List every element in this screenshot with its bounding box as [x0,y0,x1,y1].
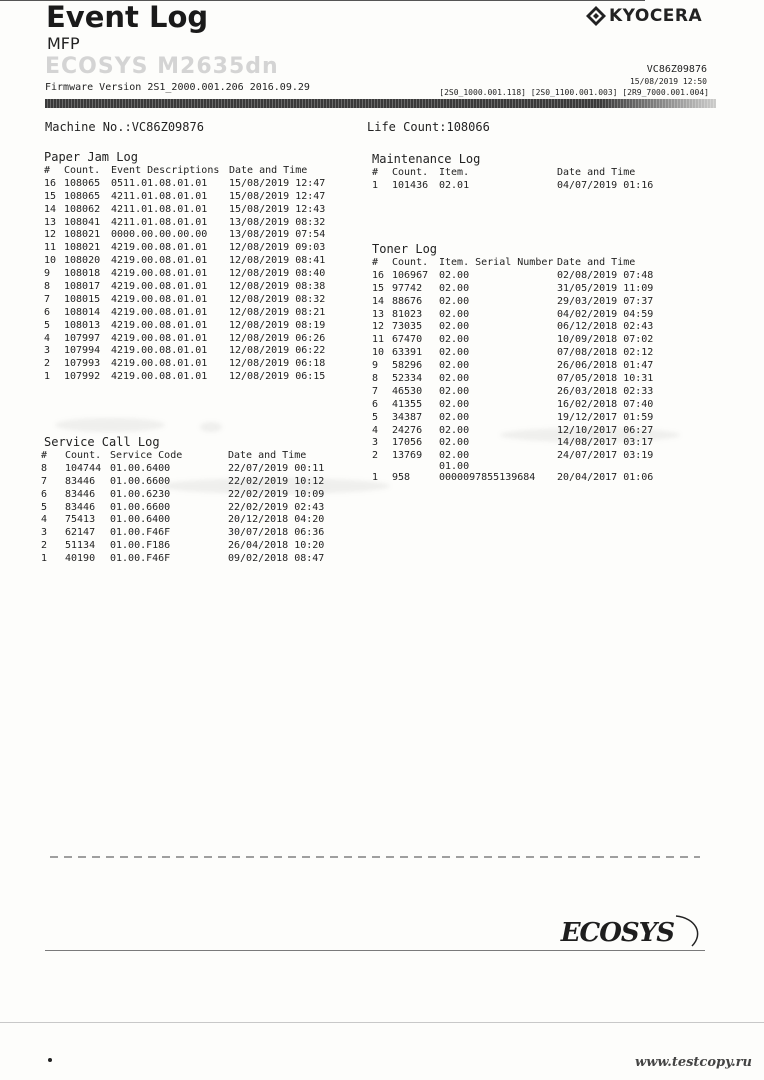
table-cell: 22/02/2019 02:43 [228,501,325,513]
table-cell: 67470 [392,334,423,346]
table-cell: 22/07/2019 00:11 [228,462,325,474]
kyocera-logo [586,6,702,26]
col-date: Date and Time [228,450,307,461]
table-cell: 6 [44,306,51,318]
table-cell: 10 [44,255,57,267]
table-cell: 02.01 [439,179,470,191]
table-cell: 01.00.6230 [110,488,171,500]
table-cell: 12/10/2017 06:27 [557,424,654,436]
table-cell: 4 [44,332,51,344]
table-cell: 5 [372,411,379,423]
table-cell: 26/04/2018 10:20 [228,540,325,552]
table-row [372,358,662,371]
header-bar-fade [600,99,716,108]
kyocera-mark-icon [586,6,606,26]
table-row [372,461,662,483]
table-row [372,423,662,436]
table-cell: 108065 [64,190,101,202]
col-count: Count. [64,165,101,176]
table-row [372,397,662,410]
col-count: Count. [392,257,429,268]
table-cell: 4219.00.08.01.01 [111,306,208,318]
table-row [372,448,662,461]
table-cell: 107997 [64,332,101,344]
table-cell: 83446 [65,501,96,513]
table-cell: 107993 [64,358,101,370]
table-cell: 108014 [64,306,101,318]
table-row [44,228,334,241]
module-versions: [2S0_1000.001.118] [2S0_1100.001.003] [2R9_7000.001.004] [439,88,709,97]
table-cell: 81023 [392,308,423,320]
table-cell: 12/08/2019 06:22 [229,345,326,357]
table-cell: 2 [372,450,379,462]
table-cell: 12/08/2019 08:38 [229,281,326,293]
table-cell: 107994 [64,345,101,357]
table-cell: 19/12/2017 01:59 [557,411,654,423]
table-cell: 4219.00.08.01.01 [111,371,208,383]
table-cell: 12 [372,321,385,333]
table-row [44,176,334,189]
table-row [44,292,334,305]
table-cell: 3 [372,437,379,449]
brand-name: KYOCERA [609,6,703,26]
table-row [41,461,333,474]
table-cell: 7 [44,293,51,305]
col-index: # [372,167,379,178]
table-cell: 108017 [64,281,101,293]
table-cell: 108020 [64,255,101,267]
table-cell: 97742 [392,282,423,294]
table-cell: 12/08/2019 06:26 [229,332,326,344]
watermark: www.testcopy.ru [635,1055,752,1070]
table-cell: 7 [372,385,379,397]
table-cell: 02.00 [439,373,470,385]
table-cell: 108065 [64,177,101,189]
col-service-code: Service Code [110,450,183,461]
table-cell: 7 [41,475,48,487]
firmware-version: Firmware Version 2S1_2000.001.206 2016.09.29 [45,82,310,93]
maintenance-log-title: Maintenance Log [372,152,481,166]
table-cell: 4219.00.08.01.01 [111,293,208,305]
col-index: # [41,450,48,461]
table-cell: 5 [44,319,51,331]
table-cell: 1 [372,472,379,484]
table-cell: 12/08/2019 08:40 [229,268,326,280]
table-cell: 107992 [64,371,101,383]
table-cell: 58296 [392,360,423,372]
table-cell: 4211.01.08.01.01 [111,216,208,228]
col-date: Date and Time [557,167,636,178]
ecosys-logo-text: ECOSYS [560,918,674,948]
table-cell: 83446 [65,475,96,487]
table-row [44,266,334,279]
table-cell: 11 [372,334,385,346]
table-row [41,538,333,551]
table-cell: 13/08/2019 07:54 [229,229,326,241]
table-cell: 958 [392,472,411,484]
model-name: ECOSYS M2635dn [45,54,279,79]
table-cell: 3 [41,527,48,539]
table-cell: 01.00.6400 [110,462,171,474]
table-row [41,513,333,526]
table-cell: 108015 [64,293,101,305]
table-cell: 4211.01.08.01.01 [111,203,208,215]
table-cell: 15 [44,190,57,202]
table-cell: 01.00.F186 [110,540,171,552]
service-call-log-title: Service Call Log [44,435,160,449]
page-subtitle: MFP [47,34,80,53]
table-cell: 9 [372,360,379,372]
table-cell: 10/09/2018 07:02 [557,334,654,346]
table-cell: 12 [44,229,57,241]
table-row [41,487,333,500]
table-header-row [44,165,334,176]
table-row [372,332,662,345]
service-call-table [41,450,333,564]
table-cell: 14/08/2017 03:17 [557,437,654,449]
table-row [372,384,662,397]
table-row [41,474,333,487]
table-row [44,240,334,253]
table-cell: 4211.01.08.01.01 [111,190,208,202]
serial-number: VC86Z09876 [646,64,707,75]
table-row [44,356,334,369]
table-cell: 14 [44,203,57,215]
table-cell: 20/04/2017 01:06 [557,472,654,484]
table-cell: 6 [372,398,379,410]
print-timestamp: 15/08/2019 12:50 [629,77,707,86]
table-cell: 75413 [65,514,96,526]
table-cell: 4 [372,424,379,436]
table-cell: 12/08/2019 09:03 [229,242,326,254]
table-cell: 12/08/2019 08:32 [229,293,326,305]
life-count: Life Count:108066 [367,120,490,134]
table-cell: 4219.00.08.01.01 [111,345,208,357]
table-row [372,320,662,333]
table-cell: 46530 [392,385,423,397]
table-cell: 12/08/2019 08:41 [229,255,326,267]
table-cell: 02.00 [439,398,470,410]
ecosys-logo [561,912,704,948]
table-cell: 02/08/2019 07:48 [557,269,654,281]
table-cell: 15/08/2019 12:47 [229,177,326,189]
table-cell: 40190 [65,553,96,565]
table-cell: 8 [44,281,51,293]
table-cell: 2 [41,540,48,552]
table-row [41,500,333,513]
table-cell: 14 [372,295,385,307]
table-row [372,268,662,281]
table-cell: 108041 [64,216,101,228]
table-cell: 12/08/2019 06:15 [229,371,326,383]
table-cell: 16/02/2018 07:40 [557,398,654,410]
table-cell: 01.00 0000097855139684 [439,461,536,484]
col-date: Date and Time [557,257,636,268]
table-cell: 1 [44,371,51,383]
table-row [44,253,334,266]
table-row [372,436,662,449]
table-cell: 106967 [392,269,429,281]
table-header-row [372,257,662,268]
table-cell: 4219.00.08.01.01 [111,242,208,254]
col-count: Count. [392,167,429,178]
table-row [372,178,662,191]
table-cell: 26/06/2018 01:47 [557,360,654,372]
table-cell: 15 [372,282,385,294]
table-cell: 20/12/2018 04:20 [228,514,325,526]
toner-table [372,257,662,483]
table-row [372,294,662,307]
table-cell: 13 [372,308,385,320]
table-row [44,189,334,202]
table-row [41,551,333,564]
table-cell: 02.00 [439,437,470,449]
table-cell: 108062 [64,203,101,215]
table-cell: 1 [41,553,48,565]
table-cell: 4219.00.08.01.01 [111,332,208,344]
table-cell: 26/03/2018 02:33 [557,385,654,397]
table-cell: 13 [44,216,57,228]
table-cell: 02.00 [439,308,470,320]
table-cell: 15/08/2019 12:47 [229,190,326,202]
table-cell: 4 [41,514,48,526]
table-cell: 02.00 [439,321,470,333]
table-row [44,344,334,357]
table-cell: 108021 [64,229,101,241]
table-row [44,305,334,318]
table-cell: 63391 [392,347,423,359]
table-cell: 12/08/2019 08:19 [229,319,326,331]
table-cell: 07/05/2018 10:31 [557,373,654,385]
table-cell: 01.00.6600 [110,475,171,487]
table-cell: 4219.00.08.01.01 [111,255,208,267]
maintenance-table [372,167,662,191]
table-cell: 11 [44,242,57,254]
table-cell: 02.00 [439,269,470,281]
table-cell: 8 [372,373,379,385]
col-date: Date and Time [229,165,308,176]
table-cell: 02.00 [439,411,470,423]
table-row [44,202,334,215]
table-row [44,331,334,344]
table-cell: 104744 [65,462,102,474]
table-cell: 83446 [65,488,96,500]
table-row [372,371,662,384]
table-cell: 101436 [392,179,429,191]
table-cell: 4219.00.08.01.01 [111,281,208,293]
col-event: Event Descriptions [111,165,220,176]
table-cell: 04/07/2019 01:16 [557,179,654,191]
table-cell: 02.00 [439,424,470,436]
table-cell: 108013 [64,319,101,331]
ecosys-swoosh-icon [674,912,704,948]
table-cell: 6 [41,488,48,500]
table-cell: 01.00.F46F [110,553,171,565]
table-cell: 02.00 [439,347,470,359]
table-cell: 01.00.6400 [110,514,171,526]
table-cell: 10 [372,347,385,359]
table-cell: 02.00 [439,360,470,372]
col-index: # [44,165,51,176]
table-cell: 0000.00.00.00.00 [111,229,208,241]
table-cell: 30/07/2018 06:36 [228,527,325,539]
table-cell: 31/05/2019 11:09 [557,282,654,294]
table-cell: 24/07/2017 03:19 [557,450,654,462]
table-header-row [41,450,333,461]
table-cell: 12/08/2019 08:21 [229,306,326,318]
table-cell: 01.00.6600 [110,501,171,513]
table-row [372,410,662,423]
table-row [44,215,334,228]
table-cell: 02.00 [439,385,470,397]
table-row [44,279,334,292]
table-cell: 1 [372,179,379,191]
table-cell: 2 [44,358,51,370]
table-cell: 0511.01.08.01.01 [111,177,208,189]
table-cell: 52334 [392,373,423,385]
table-cell: 108021 [64,242,101,254]
table-cell: 07/08/2018 02:12 [557,347,654,359]
table-cell: 13769 [392,450,423,462]
table-cell: 51134 [65,540,96,552]
table-cell: 04/02/2019 04:59 [557,308,654,320]
table-cell: 108018 [64,268,101,280]
table-cell: 22/02/2019 10:12 [228,475,325,487]
table-row [372,281,662,294]
table-cell: 15/08/2019 12:43 [229,203,326,215]
table-row [44,369,334,382]
table-cell: 8 [41,462,48,474]
table-cell: 5 [41,501,48,513]
table-cell: 06/12/2018 02:43 [557,321,654,333]
col-item-serial: Item. Serial Number [439,257,554,268]
col-count: Count. [65,450,102,461]
table-row [41,525,333,538]
table-cell: 16 [372,269,385,281]
table-cell: 73035 [392,321,423,333]
table-cell: 02.00 [439,282,470,294]
page-title: Event Log [46,0,209,34]
table-cell: 02.00 [439,450,470,462]
table-header-row [372,167,662,178]
table-cell: 12/08/2019 06:18 [229,358,326,370]
table-cell: 29/03/2019 07:37 [557,295,654,307]
table-cell: 4219.00.08.01.01 [111,358,208,370]
table-cell: 17056 [392,437,423,449]
table-cell: 34387 [392,411,423,423]
table-cell: 13/08/2019 08:32 [229,216,326,228]
table-cell: 4219.00.08.01.01 [111,268,208,280]
table-cell: 02.00 [439,295,470,307]
table-cell: 3 [44,345,51,357]
table-cell: 22/02/2019 10:09 [228,488,325,500]
table-cell: 01.00.F46F [110,527,171,539]
table-row [372,307,662,320]
table-cell: 41355 [392,398,423,410]
table-cell: 24276 [392,424,423,436]
table-cell: 88676 [392,295,423,307]
machine-number: Machine No.:VC86Z09876 [45,120,204,134]
scan-dot [48,1058,52,1062]
table-cell: 9 [44,268,51,280]
paper-jam-log-title: Paper Jam Log [44,150,138,164]
table-row [372,345,662,358]
col-item: Item. [439,167,470,178]
table-cell: 16 [44,177,57,189]
table-cell: 02.00 [439,334,470,346]
toner-log-title: Toner Log [372,242,438,256]
paper-jam-table [44,165,334,382]
table-cell: 4219.00.08.01.01 [111,319,208,331]
col-index: # [372,257,379,268]
table-cell: 09/02/2018 08:47 [228,553,325,565]
table-cell: 62147 [65,527,96,539]
table-row [44,318,334,331]
